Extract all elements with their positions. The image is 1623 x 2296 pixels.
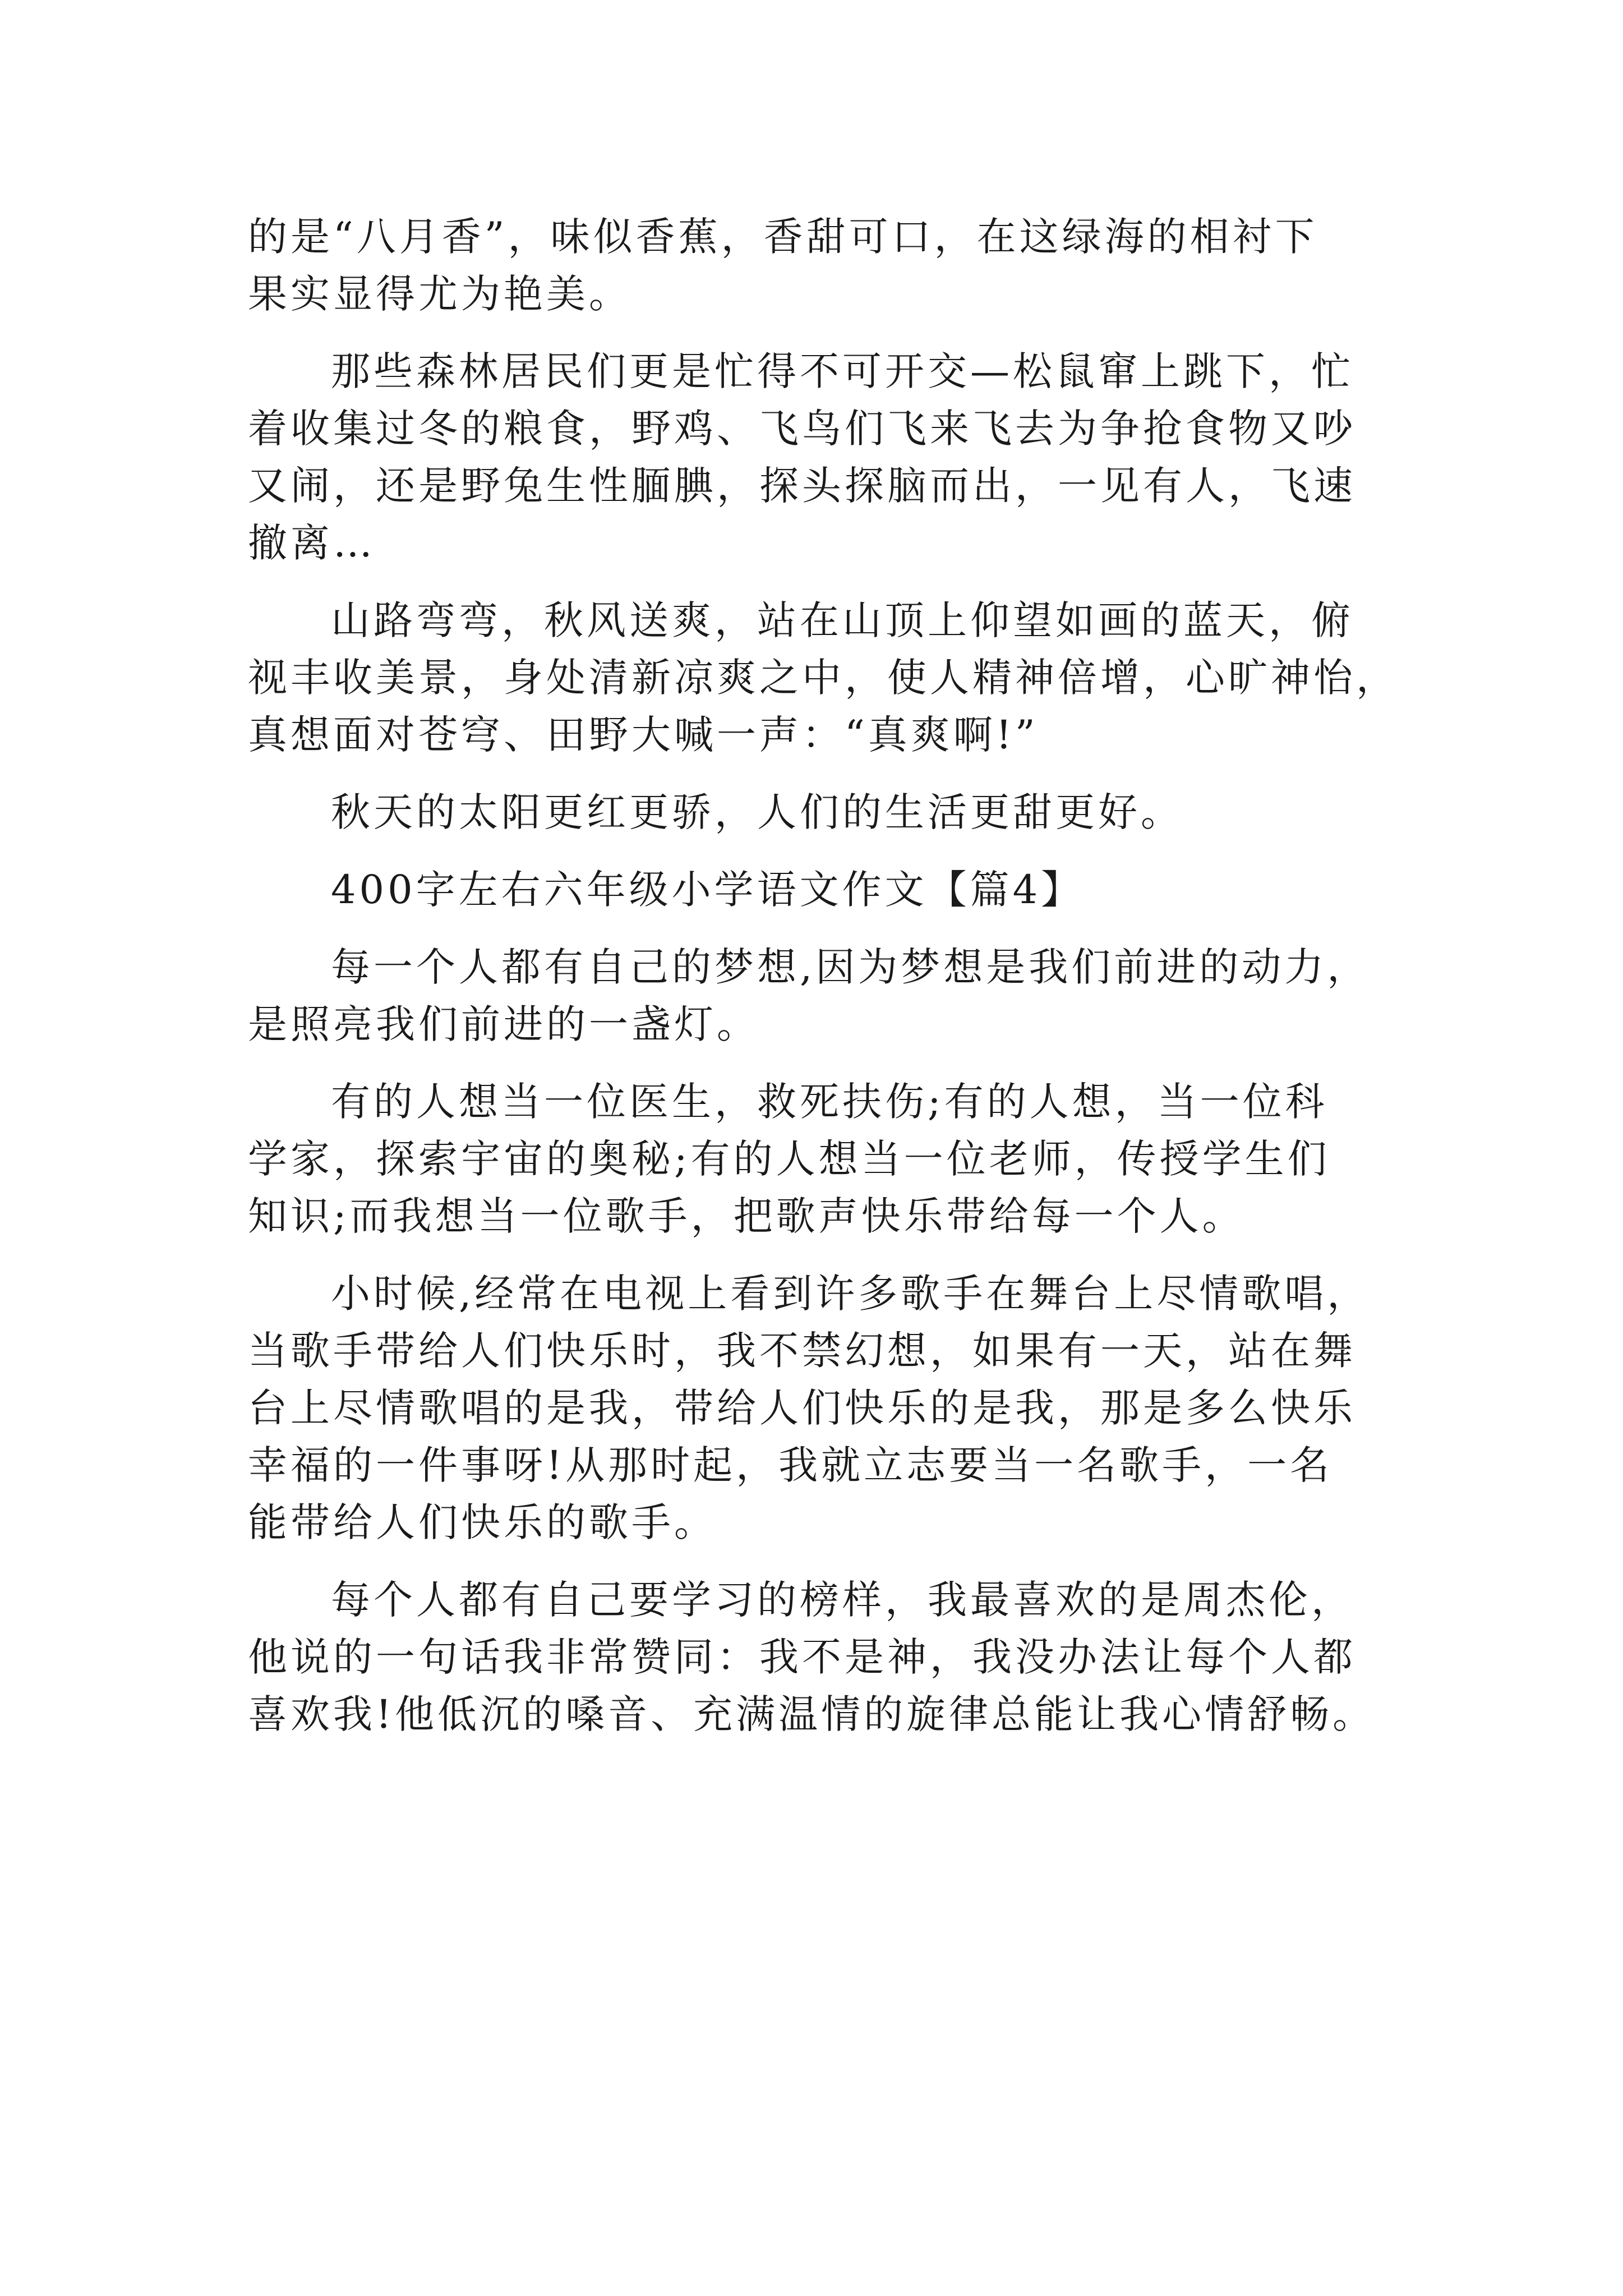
paragraph-first-line: 每一个人都有自己的梦想,因为梦想是我们前进的动力， xyxy=(331,944,1370,990)
text-line: 学家，探索宇宙的奥秘;有的人想当一位老师，传授学生们 xyxy=(248,1136,1330,1182)
text-line: 视丰收美景，身处清新凉爽之中，使人精神倍增，心旷神怡， xyxy=(248,655,1399,701)
paragraph-first-line: 秋天的太阳更红更骄，人们的生活更甜更好。 xyxy=(331,789,1183,835)
text-line: 能带给人们快乐的歌手。 xyxy=(248,1499,717,1545)
paragraph-first-line: 山路弯弯，秋风送爽，站在山顶上仰望如画的蓝天，俯 xyxy=(331,597,1354,643)
paragraph-first-line: 每个人都有自己要学习的榜样，我最喜欢的是周杰伦， xyxy=(331,1577,1354,1623)
paragraph-first-line: 有的人想当一位医生，救死扶伤;有的人想，当一位科 xyxy=(331,1079,1328,1125)
text-line: 果实显得尤为艳美。 xyxy=(248,271,631,317)
text-line: 是照亮我们前进的一盏灯。 xyxy=(248,1001,759,1047)
text-line: 他说的一句话我非常赞同：我不是神，我没办法让每个人都 xyxy=(248,1634,1356,1680)
text-line: 的是“八月香”，味似香蕉，香甜可口，在这绿海的相衬下 xyxy=(248,214,1318,260)
text-line: 又闹，还是野兔生性腼腆，探头探脑而出，一见有人，飞速 xyxy=(248,463,1356,509)
paragraph-first-line: 小时候,经常在电视上看到许多歌手在舞台上尽情歌唱， xyxy=(331,1271,1370,1317)
text-line: 真想面对苍穹、田野大喊一声：“真爽啊!” xyxy=(248,712,1039,758)
text-line: 撤离… xyxy=(248,520,376,566)
paragraph-first-line: 那些森林居民们更是忙得不可开交—松鼠窜上跳下，忙 xyxy=(331,348,1354,394)
text-line: 喜欢我!他低沉的嗓音、充满温情的旋律总能让我心情舒畅。 xyxy=(248,1691,1376,1737)
text-line: 知识;而我想当一位歌手，把歌声快乐带给每一个人。 xyxy=(248,1193,1245,1239)
text-line: 着收集过冬的粮食，野鸡、飞鸟们飞来飞去为争抢食物又吵 xyxy=(248,406,1356,452)
text-line: 台上尽情歌唱的是我，带给人们快乐的是我，那是多么快乐 xyxy=(248,1385,1356,1431)
text-line: 幸福的一件事呀!从那时起，我就立志要当一名歌手，一名 xyxy=(248,1442,1333,1488)
section-heading: 400字左右六年级小学语文作文【篇4】 xyxy=(331,867,1084,913)
text-line: 当歌手带给人们快乐时，我不禁幻想，如果有一天，站在舞 xyxy=(248,1328,1356,1374)
